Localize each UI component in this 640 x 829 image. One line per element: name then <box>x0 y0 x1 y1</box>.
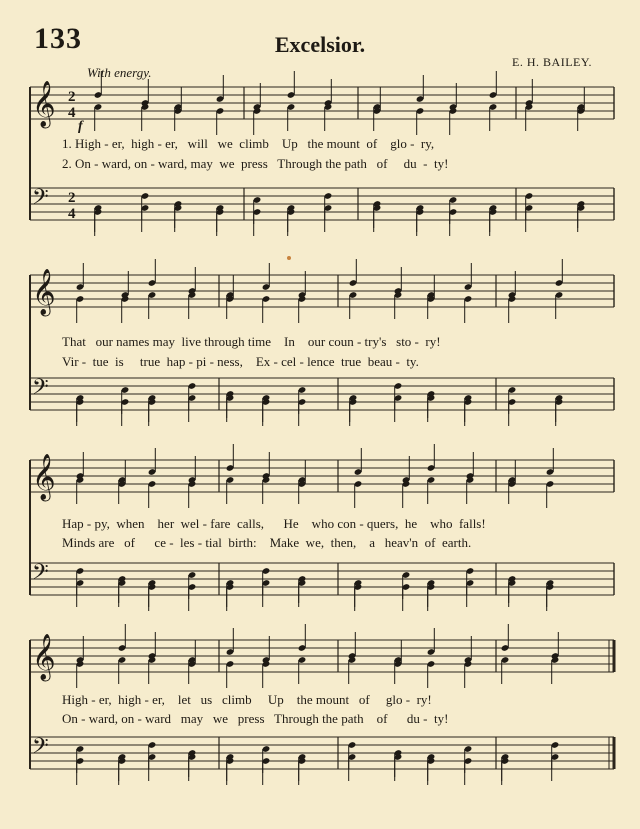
bass-clef-icon: 𝄢 <box>32 375 49 405</box>
lyrics-line: 1. High - er, high - er, will we climb Up the mount of glo - ry, <box>62 136 435 151</box>
lyrics-line: Hap - py, when her wel - fare calls, He who con - quers, he who falls! <box>62 516 486 531</box>
lyrics-line: 2. On - ward, on - ward, may we press Through the path of du - ty! <box>62 156 449 171</box>
treble-clef-icon: 𝄞 <box>32 634 56 680</box>
hymn-number: 133 <box>34 22 82 55</box>
hymn-title: Excelsior. <box>274 32 366 57</box>
treble-clef-icon: 𝄞 <box>32 269 56 315</box>
time-signature-bottom: 4 <box>68 105 76 121</box>
lyrics-line: Vir - tue is true hap - pi - ness, Ex - cel - lence true beau - ty. <box>62 354 419 369</box>
bass-clef-icon: 𝄢 <box>32 185 49 215</box>
treble-clef-icon: 𝄞 <box>32 81 56 127</box>
bass-clef-icon: 𝄢 <box>32 734 49 764</box>
lyrics-line: That our names may live through time In our coun - try's sto - ry! <box>62 334 441 349</box>
treble-clef-icon: 𝄞 <box>32 454 56 500</box>
tempo-marking: With energy. <box>87 65 152 80</box>
time-signature-top: 2 <box>68 89 76 105</box>
lyrics-line: On - ward, on - ward may we press Through the path of du - ty! <box>62 711 449 726</box>
print-blemish <box>287 256 291 260</box>
composer-credit: E. H. BAILEY. <box>512 55 592 69</box>
lyrics-line: Minds are of ce - les - tial birth: Make we, then, a heav'n of earth. <box>62 535 472 550</box>
time-signature-bottom: 4 <box>68 206 76 222</box>
lyrics-line: High - er, high - er, let us climb Up the mount of glo - ry! <box>62 692 432 707</box>
time-signature-top: 2 <box>68 190 76 206</box>
dynamic-mark: f <box>78 119 83 134</box>
bass-clef-icon: 𝄢 <box>32 560 49 590</box>
